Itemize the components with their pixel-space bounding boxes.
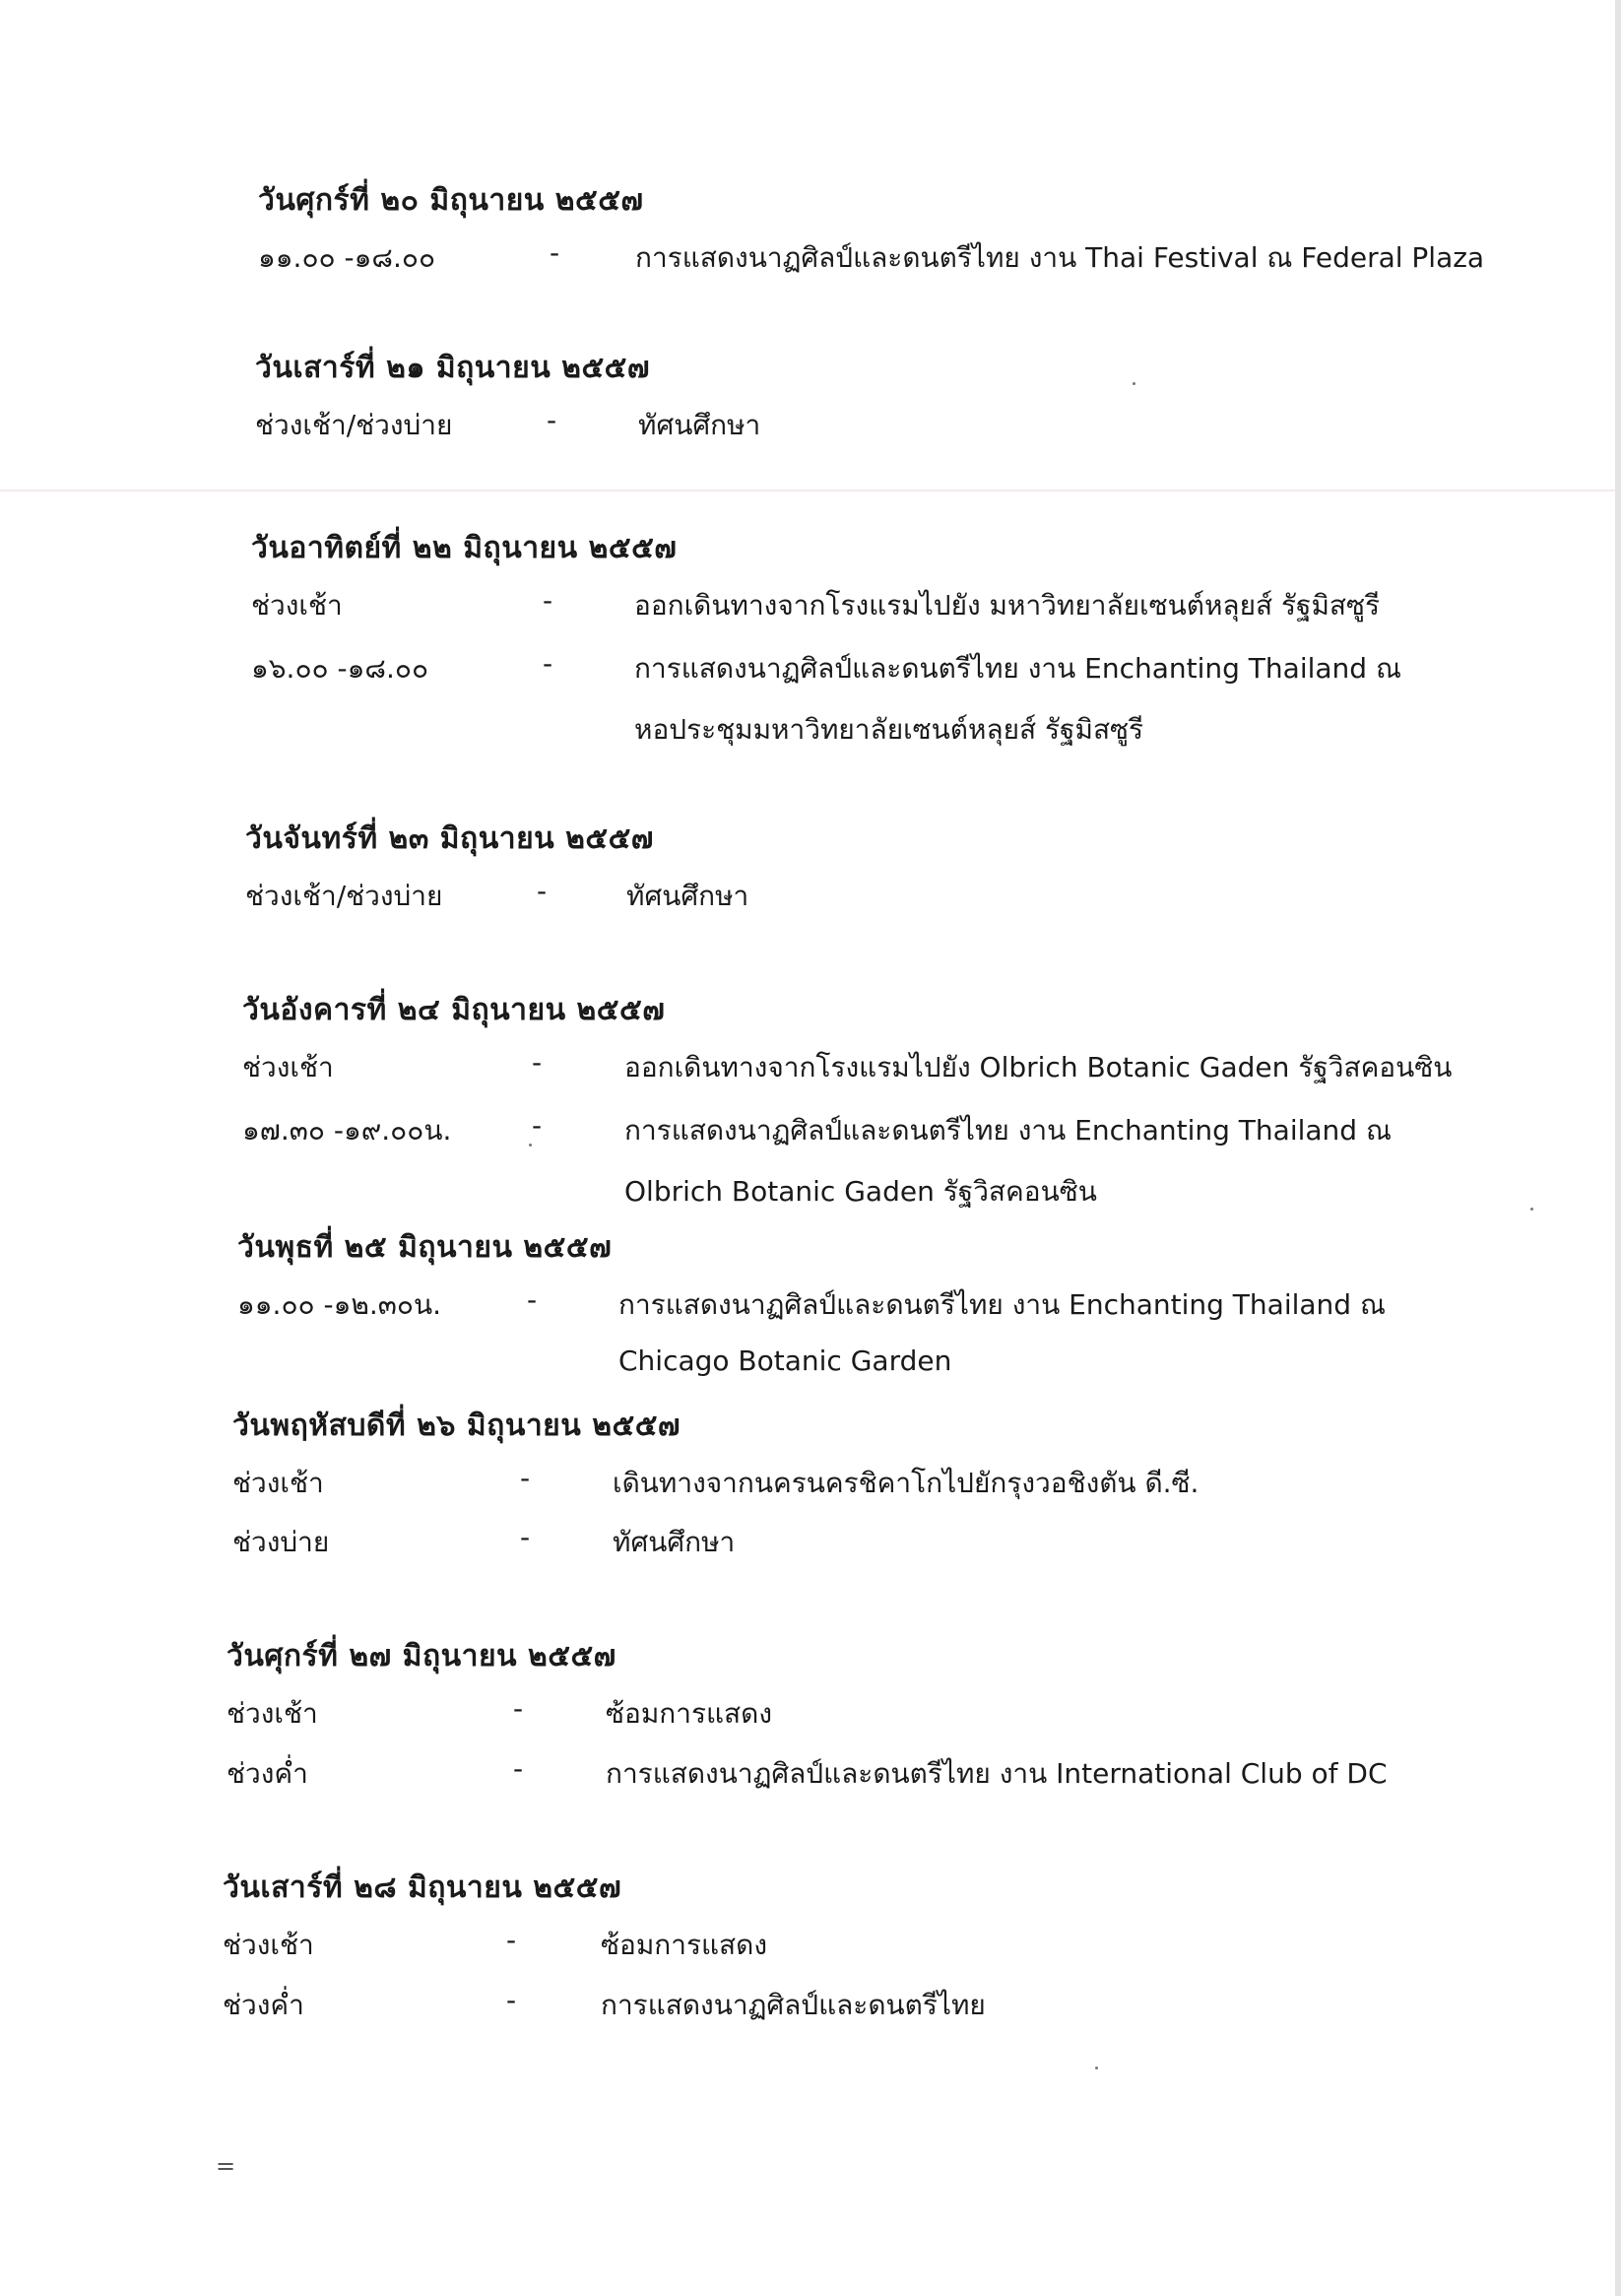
separator-dash: - (547, 404, 557, 436)
separator-dash: - (506, 1984, 517, 2016)
time-label: ช่วงเช้า (232, 1467, 324, 1499)
activity-text: ออกเดินทางจากโรงแรมไปยัง Olbrich Botanic Gaden รัฐวิสคอนซิน (624, 1051, 1453, 1083)
schedule-row (0, 584, 1576, 623)
activity-text: ซ้อมการแสดง (601, 1929, 767, 1961)
schedule-row (0, 875, 1576, 914)
separator-dash: - (520, 1521, 531, 1553)
schedule-row (0, 1924, 1576, 1963)
schedule-row (0, 1752, 1576, 1792)
activity-text (634, 647, 1401, 752)
time-label: ช่วงเช้า (223, 1929, 314, 1961)
schedule-row (0, 1984, 1576, 2023)
separator-dash: - (520, 1462, 531, 1494)
time-label: ๑๑.๐๐ -๑๘.๐๐ (258, 241, 436, 274)
activity-text: เดินทางจากนครนครชิคาโกไปยักรุงวอชิงตัน ดี.ซี. (613, 1467, 1200, 1499)
schedule-row (0, 1046, 1576, 1085)
day-title: วันเสาร์ที่ ๒๘ มิถุนายน ๒๕๕๗ (223, 1870, 622, 1905)
day-title: วันศุกร์ที่ ๒๐ มิถุนายน ๒๕๕๗ (258, 183, 644, 218)
time-label: ช่วงค่ำ (223, 1989, 304, 2021)
activity-text: ทัศนศึกษา (613, 1526, 736, 1558)
activity-text: การแสดงนาฏศิลป์และดนตรีไทย (601, 1989, 986, 2021)
day-title: วันศุกร์ที่ ๒๗ มิถุนายน ๒๕๕๗ (227, 1639, 616, 1673)
separator-dash: - (543, 647, 553, 680)
scan-line (0, 490, 1615, 492)
scan-speck (1095, 2066, 1098, 2069)
time-label: ช่วงเช้า (242, 1051, 334, 1083)
footer-mark: = (216, 2152, 236, 2180)
time-label: ช่วงเช้า (227, 1697, 318, 1730)
activity-text: การแสดงนาฏศิลป์และดนตรีไทย งาน Thai Festival ณ Federal Plaza (635, 241, 1485, 274)
activity-text: ซ้อมการแสดง (606, 1697, 772, 1730)
activity-line-2: หอประชุมมหาวิทยาลัยเซนต์หลุยส์ รัฐมิสซูรี (634, 713, 1144, 746)
separator-dash: - (527, 1283, 538, 1316)
activity-line-1: การแสดงนาฏศิลป์และดนตรีไทย งาน Enchanting Thailand ณ (624, 1114, 1392, 1147)
scan-speck (1530, 1208, 1533, 1211)
scan-edge (1615, 0, 1621, 2296)
day-title: วันพฤหัสบดีที่ ๒๖ มิถุนายน ๒๕๕๗ (232, 1409, 681, 1443)
time-label: ช่วงบ่าย (232, 1526, 330, 1558)
activity-text: ออกเดินทางจากโรงแรมไปยัง มหาวิทยาลัยเซนต์หลุยส์ รัฐมิสซูรี (634, 589, 1381, 622)
separator-dash: - (532, 1046, 543, 1079)
schedule-row (0, 1283, 1576, 1382)
day-title: วันพุธที่ ๒๕ มิถุนายน ๒๕๕๗ (237, 1230, 613, 1265)
activity-text (618, 1283, 1386, 1377)
separator-dash: - (513, 1752, 524, 1785)
separator-dash: - (550, 236, 560, 269)
separator-dash: - (532, 1109, 543, 1142)
time-label: ๑๖.๐๐ -๑๘.๐๐ (251, 652, 429, 685)
separator-dash: - (537, 875, 548, 907)
schedule-row (0, 1521, 1576, 1560)
schedule-row (0, 647, 1576, 746)
day-title: วันจันทร์ที่ ๒๓ มิถุนายน ๒๕๕๗ (245, 821, 654, 856)
activity-line-2: Olbrich Botanic Gaden รัฐวิสคอนซิน (624, 1175, 1097, 1208)
schedule-row (0, 404, 1576, 443)
activity-line-1: การแสดงนาฏศิลป์และดนตรีไทย งาน Enchanting Thailand ณ (634, 652, 1401, 685)
schedule-row (0, 1692, 1576, 1732)
activity-line-1: การแสดงนาฏศิลป์และดนตรีไทย งาน Enchanting Thailand ณ (618, 1288, 1386, 1321)
schedule-row (0, 1109, 1576, 1208)
day-title: วันเสาร์ที่ ๒๑ มิถุนายน ๒๕๕๗ (255, 351, 650, 385)
separator-dash: - (513, 1692, 524, 1725)
day-title: วันอังคารที่ ๒๔ มิถุนายน ๒๕๕๗ (242, 993, 666, 1027)
scan-speck (1133, 382, 1135, 385)
schedule-row (0, 1462, 1576, 1501)
separator-dash: - (543, 584, 553, 617)
activity-text: ทัศนศึกษา (626, 880, 749, 912)
activity-text: ทัศนศึกษา (638, 409, 761, 441)
activity-text (624, 1109, 1392, 1214)
activity-text: การแสดงนาฏศิลป์และดนตรีไทย งาน International Club of DC (606, 1757, 1388, 1790)
separator-dash: - (506, 1924, 517, 1956)
time-label: ๑๗.๓๐ -๑๙.๐๐น. (242, 1114, 452, 1147)
time-label: ช่วงเช้า/ช่วงบ่าย (255, 409, 453, 441)
time-label: ช่วงเช้า (251, 589, 343, 622)
schedule-row (0, 236, 1576, 276)
activity-line-2: Chicago Botanic Garden (618, 1345, 952, 1377)
day-title: วันอาทิตย์ที่ ๒๒ มิถุนายน ๒๕๕๗ (251, 531, 678, 565)
time-label: ช่วงค่ำ (227, 1757, 308, 1790)
time-label: ช่วงเช้า/ช่วงบ่าย (245, 880, 443, 912)
scan-speck (529, 1144, 532, 1147)
time-label: ๑๑.๐๐ -๑๒.๓๐น. (237, 1288, 442, 1321)
